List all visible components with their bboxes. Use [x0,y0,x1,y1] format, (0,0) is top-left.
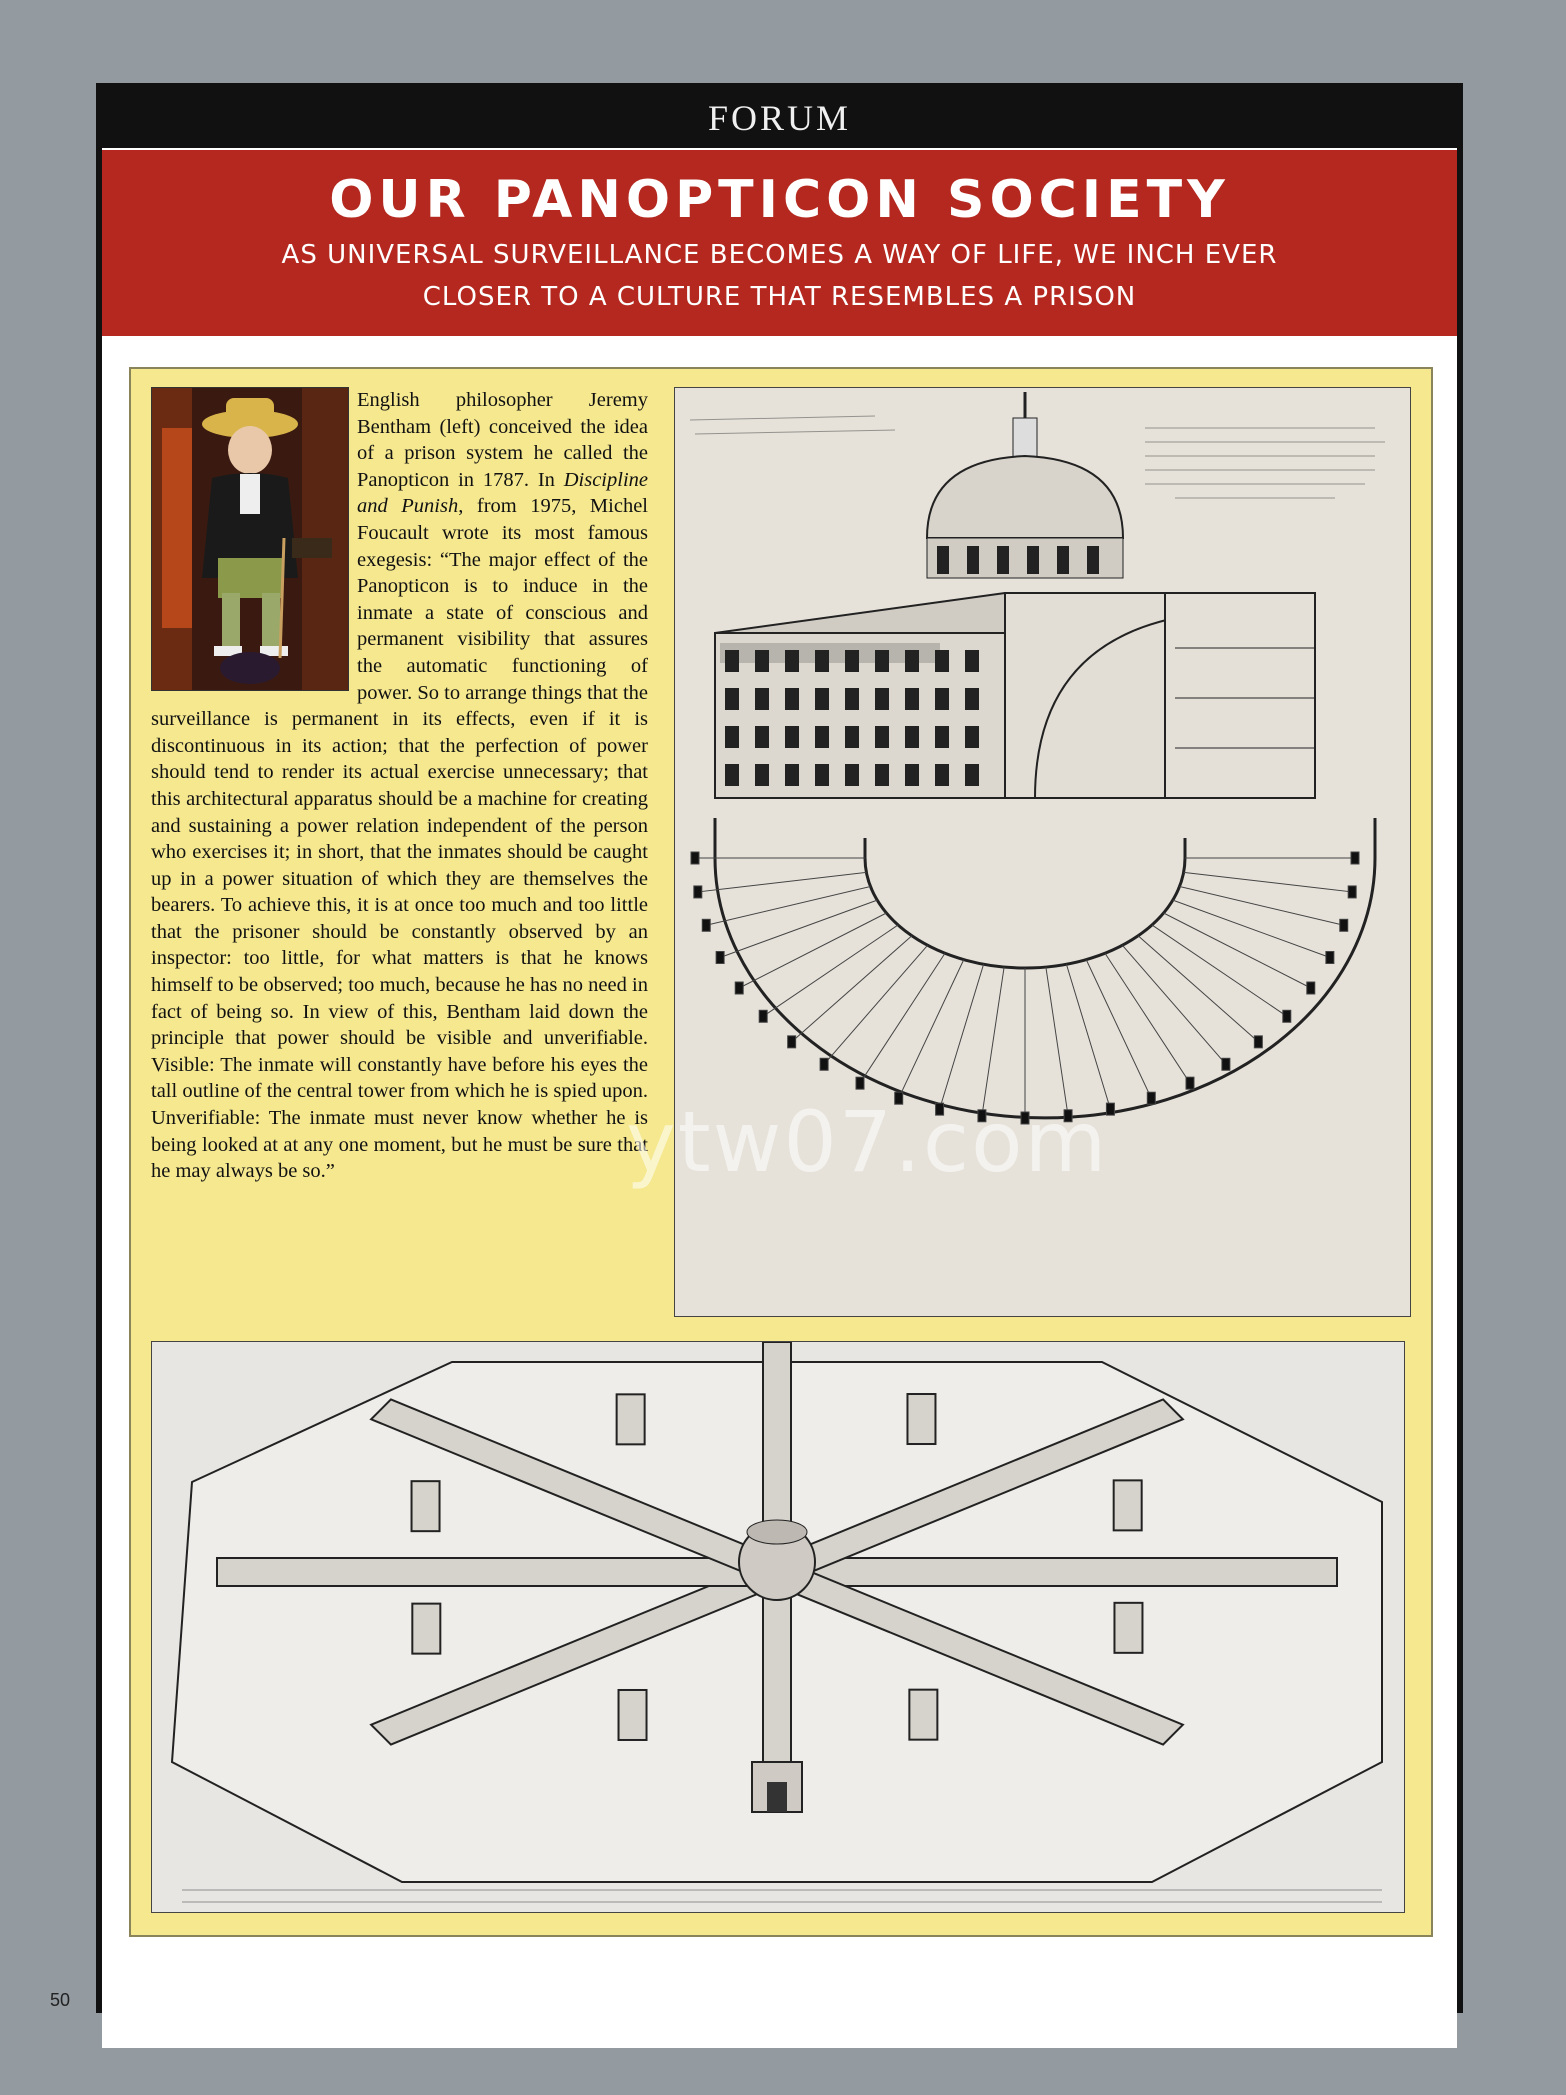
subtitle-line-1: AS UNIVERSAL SURVEILLANCE BECOMES A WAY OF LIFE, WE INCH EVER [281,240,1278,270]
page-title: OUR PANOPTICON SOCIETY [329,170,1230,230]
portrait-spacer [151,387,357,691]
subtitle-line-2: CLOSER TO A CULTURE THAT RESEMBLES A PRISON [422,282,1137,312]
page-subtitle [205,234,1355,318]
title-banner [102,150,1457,336]
page-number: 50 [50,1990,71,2010]
watermark-text: ytw07.com [626,1093,1109,1191]
article-body [151,387,648,1185]
article-text-part2: , from 1975, Michel Foucault wrote its most famous exegesis: “The major effect of the Panopticon is to induce in the inmate a state of conscious and permanent visibility that assures the automatic functioning of power. So to arrange things that the surveillance is permanent in its effects, even if it is discontinuous in its action; that the perfection of power should tend to render its actual exercise unnecessary; that this architectural apparatus should be a machine for creating and sustaining a power relation independent of the person who exercises it; in short, that the inmates should be caught up in a power situation of which they are themselves the bearers. To achieve this, it is at once too much and too little that the prisoner should be constantly observed by an inspector: too little, for what matters is that he knows himself to be observed; too much, because he has no need in fact of being so. In view of this, Bentham laid down the principle that power should be visible and unverifiable. Visible: The inmate will constantly have before his eyes the tall outline of the central tower from which he is spied upon. Unverifiable: The inmate must never know whether he is being looked at at any one moment, but he must be sure that he may always be so.” [151,495,648,1183]
book-title: Discipline and Punish [357,468,648,518]
section-label: FORUM [707,98,852,138]
octagonal-prison-image [151,1341,1405,1913]
magazine-page [96,83,1463,2013]
article-text-part1: English philosopher Jeremy Bentham (left) conceived the idea of a prison system he called the Panopticon in 1787. In [357,389,648,491]
